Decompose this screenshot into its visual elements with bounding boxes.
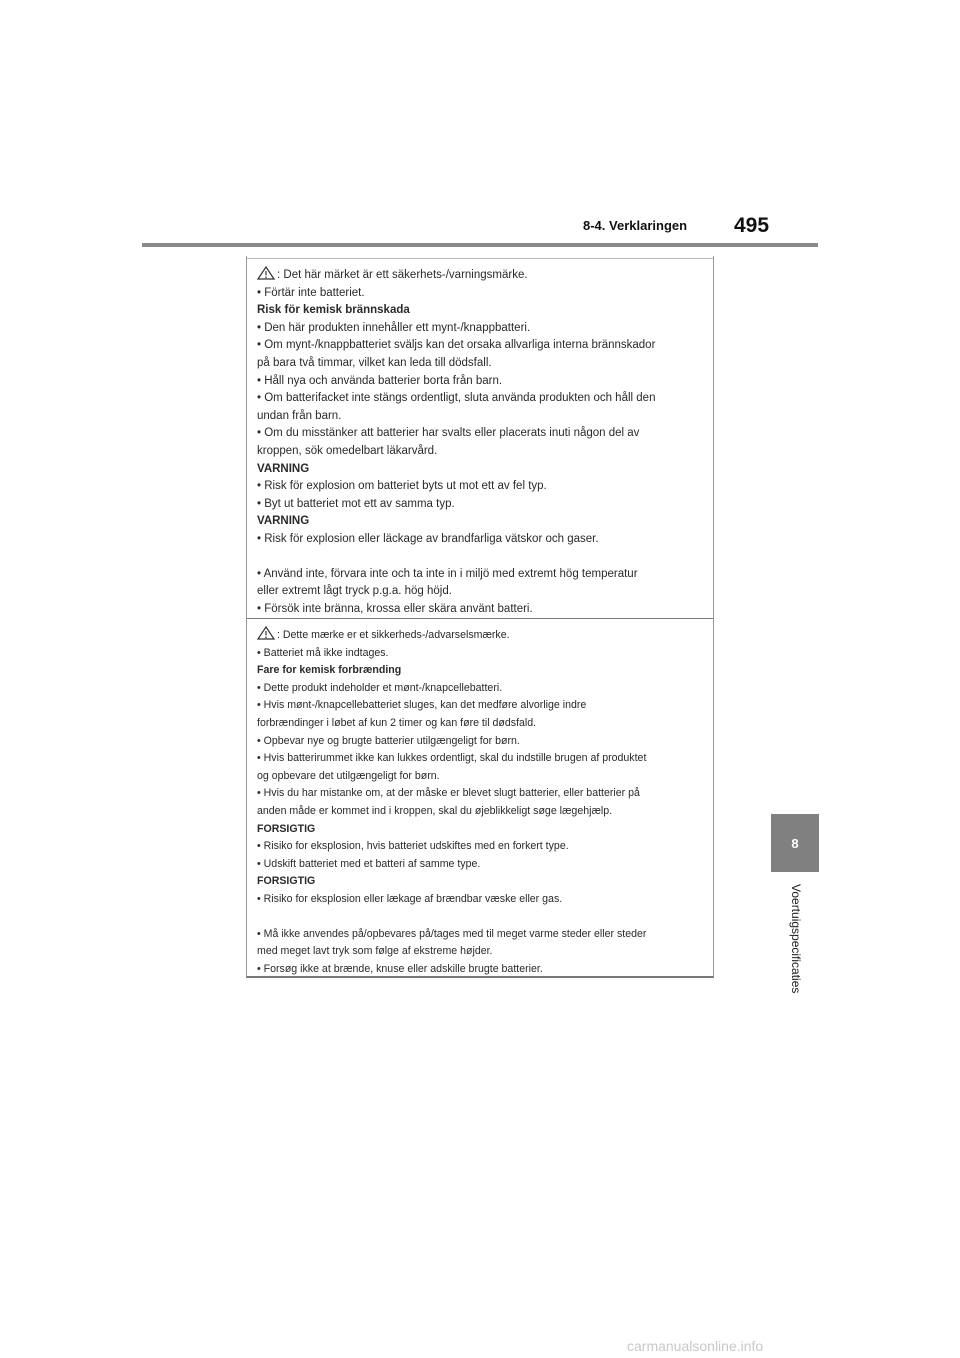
chapter-label: Voertuigspecificaties (789, 884, 803, 994)
warning-line: eller extremt lågt tryck p.g.a. hög höjd. (257, 585, 452, 598)
spacer (257, 909, 703, 926)
warning-line: • Hvis mønt-/knapcellebatteriet sluges, kan det medføre alvorlige indre (257, 699, 587, 712)
warning-text: : Det här märket är ett säkerhets-/varningsmärke. (277, 269, 528, 281)
warning-line: • Om batterifacket inte stängs ordentligt, sluta använda produkten och håll den (257, 392, 656, 405)
warning-line: • Udskift batteriet med et batteri af samme type. (257, 857, 481, 870)
warning-line: på bara två timmar, vilket kan leda till dödsfall. (257, 356, 492, 369)
warning-line: forbrændinger i løbet af kun 2 timer og kan føre til dødsfald. (257, 716, 537, 729)
warning-line: og opbevare det utilgængeligt for børn. (257, 769, 440, 782)
warning-heading: VARNING (257, 462, 310, 475)
spacer (257, 549, 703, 566)
warning-line: undan från barn. (257, 409, 342, 422)
warning-line: • Batteriet må ikke indtages. (257, 646, 389, 659)
warning-triangle-icon (257, 266, 275, 280)
warning-line: • Opbevar nye og brugte batterier utilgængeligt for børn. (257, 734, 520, 747)
warning-line: • Håll nya och använda batterier borta från barn. (257, 374, 503, 387)
warning-line: • Använd inte, förvara inte och ta inte in i miljö med extremt hög temperatur (257, 567, 638, 580)
warning-line (257, 266, 703, 285)
battery-warning-label-scan (246, 256, 714, 978)
warning-line: • Forsøg ikke at brænde, knuse eller adskille brugte batterier. (257, 962, 543, 975)
warning-line (257, 626, 703, 645)
site-watermark: carmanualsonline.info (627, 1338, 764, 1354)
warning-heading: Fare for kemisk forbrænding (257, 664, 402, 677)
warning-line: med meget lavt tryk som følge af ekstreme højder. (257, 945, 493, 958)
warning-line: • Byt ut batteriet mot ett av samma typ. (257, 497, 455, 510)
warning-heading: VARNING (257, 515, 310, 528)
warning-line: • Hvis du har mistanke om, at der måske er blevet slugt batterier, eller batterier på (257, 787, 640, 800)
warning-line: • Den här produkten innehåller ett mynt-/knappbatteri. (257, 321, 531, 334)
warning-line: • Förtär inte batteriet. (257, 286, 365, 299)
warning-line: • Om du misstänker att batterier har svalts eller placerats inuti någon del av (257, 427, 640, 440)
chapter-number: 8 (791, 835, 799, 851)
chapter-tab (771, 814, 819, 872)
warning-heading: FORSIGTIG (257, 875, 316, 888)
warning-line: kroppen, sök omedelbart läkarvård. (257, 444, 438, 457)
header-divider (142, 243, 818, 247)
warning-line: • Hvis batterirummet ikke kan lukkes ordentligt, skal du indstille brugen af produktet (257, 752, 647, 765)
warning-line: • Risk för explosion om batteriet byts ut mot ett av fel typ. (257, 480, 547, 493)
section-title: 8-4. Verklaringen (583, 218, 688, 233)
warning-line: • Dette produkt indeholder et mønt-/knapcellebatteri. (257, 681, 503, 694)
warning-line: • Må ikke anvendes på/opbevares på/tages med til meget varme steder eller steder (257, 927, 647, 940)
warning-line: • Risiko for eksplosion eller lækage af brændbar væske eller gas. (257, 892, 563, 905)
warning-line: anden måde er kommet ind i kroppen, skal du øjeblikkeligt søge lægehjælp. (257, 804, 613, 817)
swedish-warning-block (257, 266, 703, 618)
warning-heading: Risk för kemisk brännskada (257, 304, 410, 317)
warning-line: • Försök inte bränna, krossa eller skära använt batteri. (257, 602, 533, 615)
page-number: 495 (734, 214, 770, 237)
warning-line: • Om mynt-/knappbatteriet sväljs kan det orsaka allvarliga interna brännskador (257, 339, 656, 352)
warning-line: • Risiko for eksplosion, hvis batteriet udskiftes med en forkert type. (257, 840, 569, 853)
danish-warning-block (257, 626, 703, 978)
warning-text: : Dette mærke er et sikkerheds-/advarselsmærke. (277, 629, 510, 641)
warning-triangle-icon (257, 626, 275, 640)
warning-heading: FORSIGTIG (257, 822, 316, 835)
language-divider (247, 618, 713, 619)
warning-line: • Risk för explosion eller läckage av brandfarliga vätskor och gaser. (257, 532, 599, 545)
scan-top-edge (247, 258, 713, 259)
